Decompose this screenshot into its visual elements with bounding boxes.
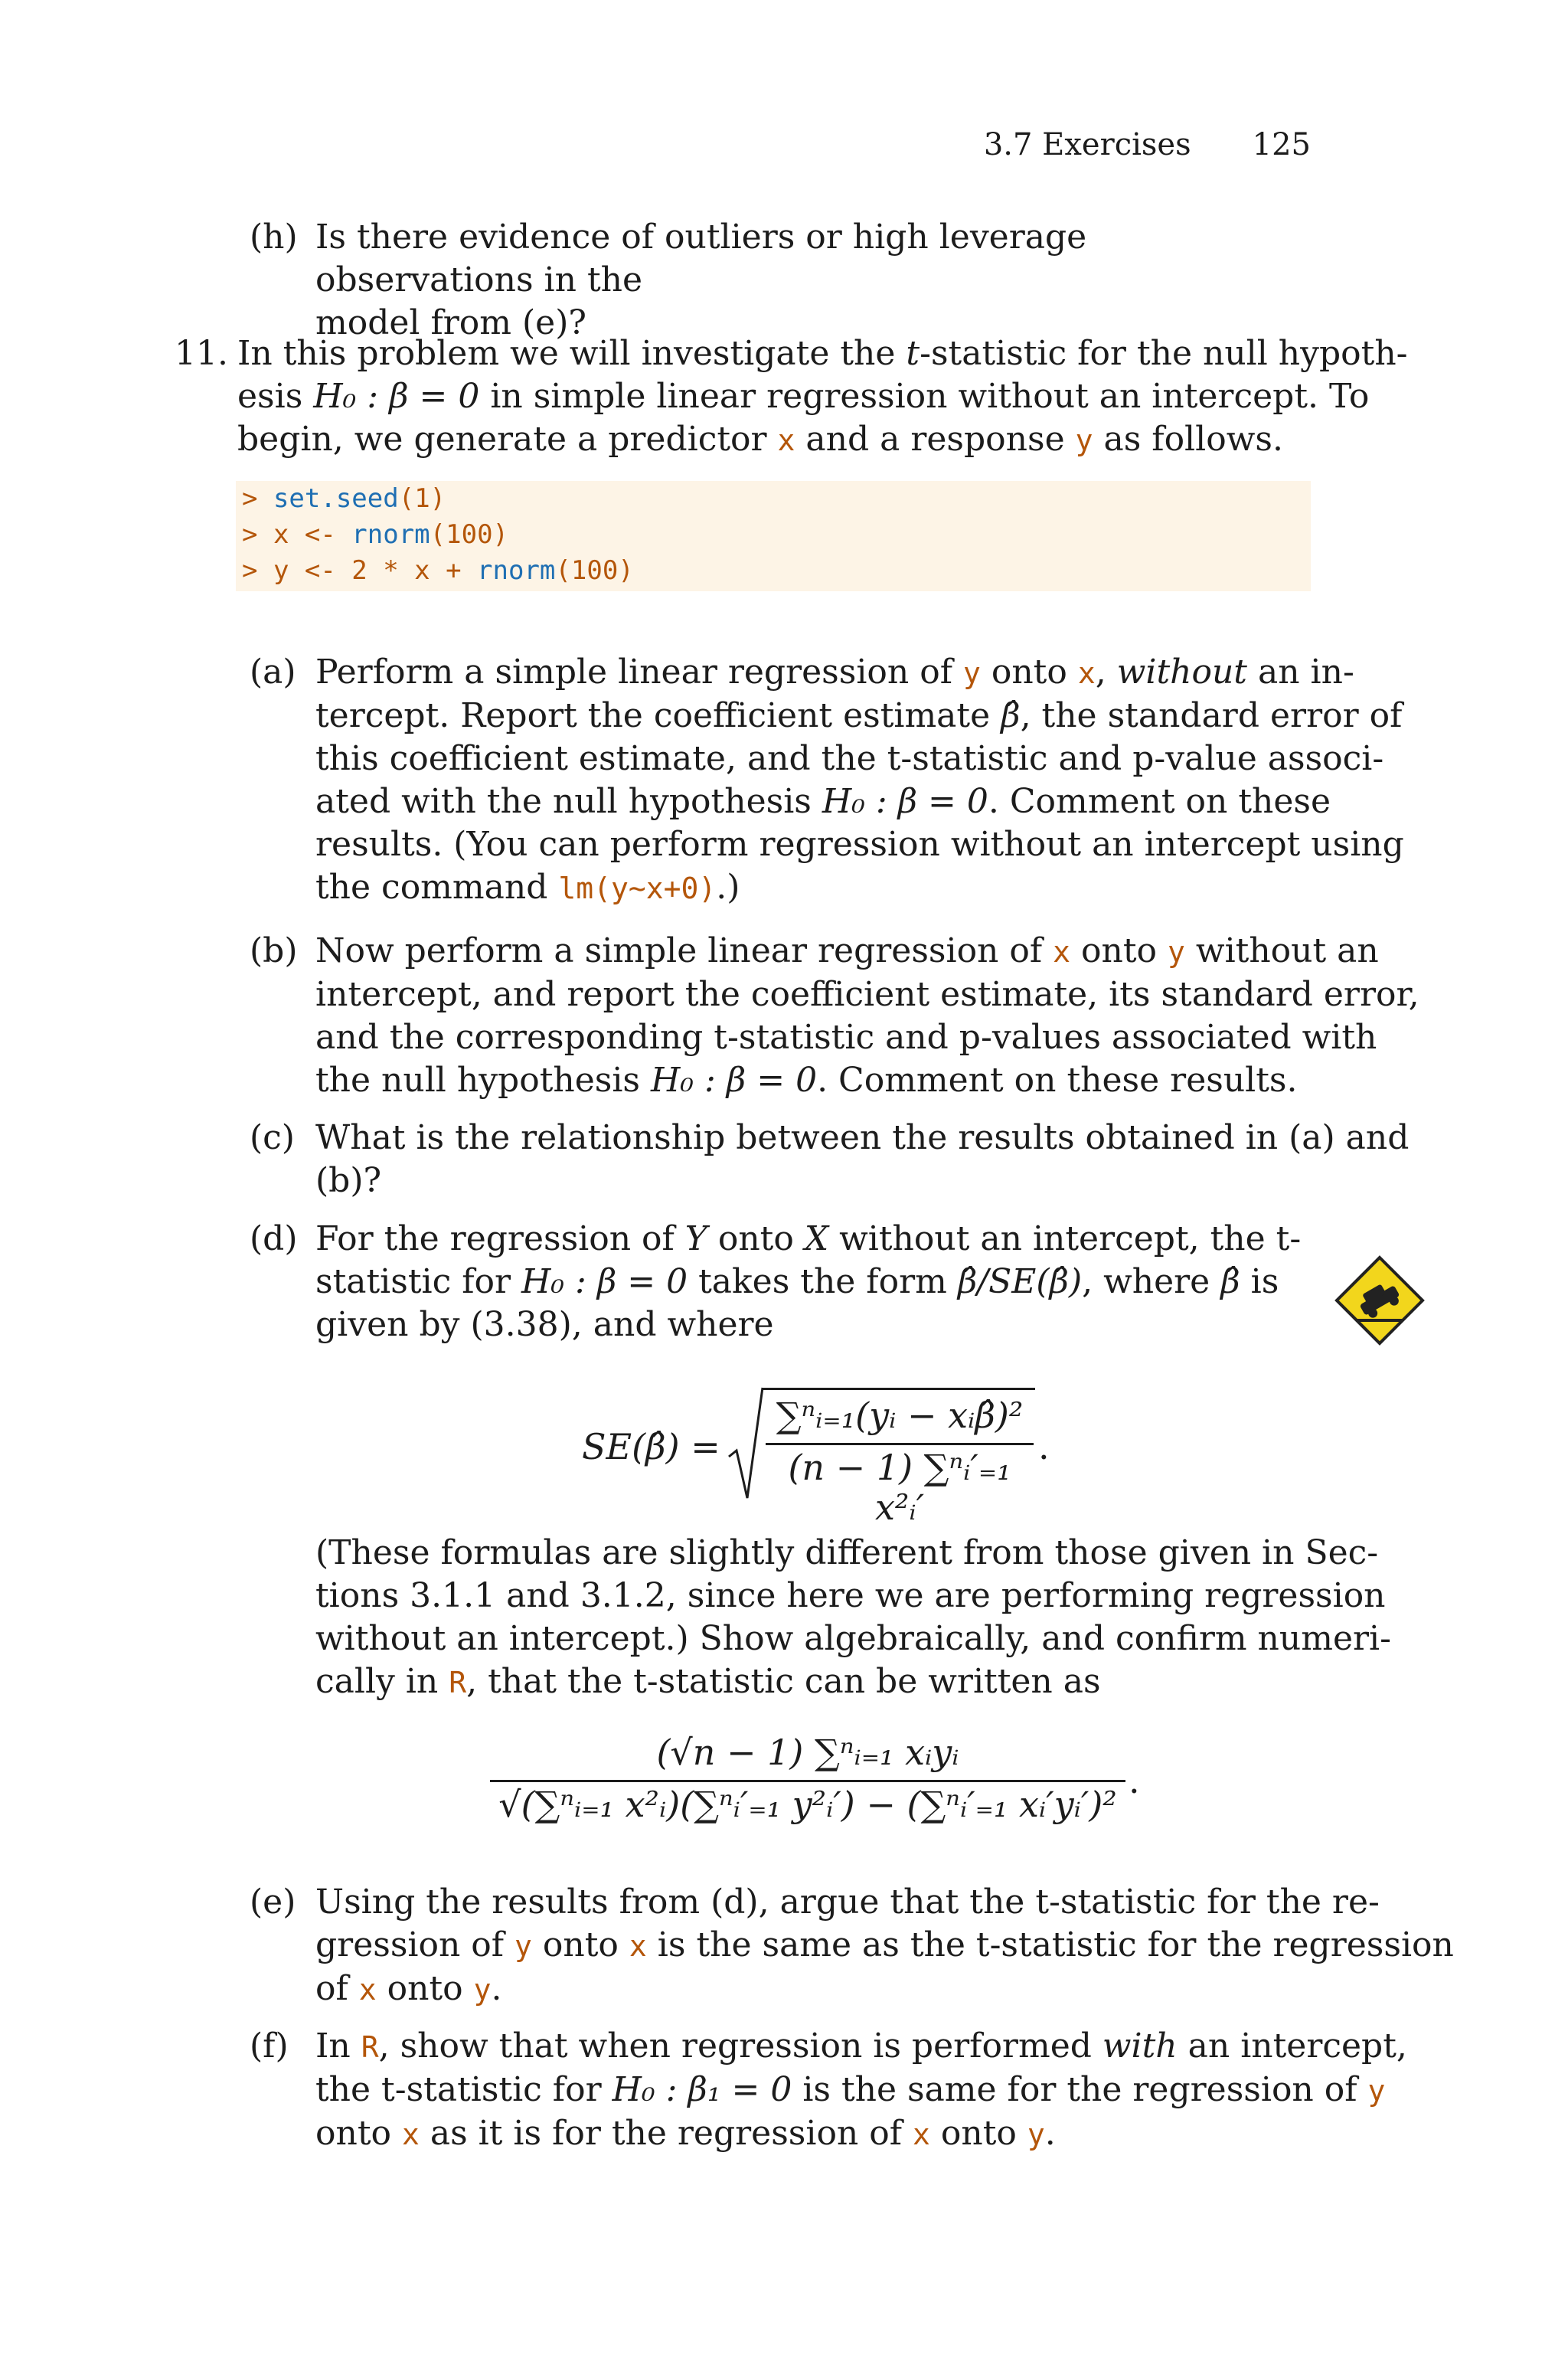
item-c-line1: What is the relationship between the results obtained in (a) and — [315, 1118, 1410, 1157]
section-title: 3.7 Exercises — [983, 127, 1191, 162]
item-e-line2: gression of y onto x is the same as the t-statistic for the regression — [315, 1925, 1454, 1964]
item-e-label: (e) — [250, 1882, 296, 1922]
eq1-numerator: ∑ⁿᵢ₌₁(yᵢ − xᵢβ̂)² — [776, 1395, 1024, 1436]
item-e-line1: Using the results from (d), argue that the t-statistic for the re- — [315, 1882, 1380, 1922]
item-b-line1: Now perform a simple linear regression of x onto y without an — [315, 931, 1379, 970]
item-h-text — [315, 216, 1311, 345]
eq1-sqrt-bar — [763, 1388, 1035, 1390]
item-d-line1: For the regression of Y onto X without an intercept, the t- — [315, 1219, 1302, 1258]
item-b-line2: intercept, and report the coefficient estimate, its standard error, — [315, 975, 1419, 1014]
eq1-period: . — [1038, 1426, 1050, 1467]
item-a-label: (a) — [250, 653, 296, 692]
item-d-p2-line4: cally in R, that the t-statistic can be written as — [315, 1662, 1101, 1701]
item-d-line3: given by (3.38), and where — [315, 1305, 774, 1344]
item-d-text — [315, 1218, 1318, 1346]
problem11-line1: In this problem we will investigate the t-statistic for the null hypoth- — [237, 334, 1408, 373]
eq2-denominator: √(∑ⁿᵢ₌₁ x²ᵢ)(∑ⁿᵢ′₌₁ y²ᵢ′) − (∑ⁿᵢ′₌₁ xᵢ′yᵢ′)² — [498, 1784, 1117, 1825]
code-line-2: > x <- rnorm(100) — [242, 519, 509, 550]
item-d-p2-line2: tions 3.1.1 and 3.1.2, since here we are performing regression — [315, 1576, 1386, 1615]
eq2-fraction-bar — [490, 1780, 1125, 1782]
code-line-3: > y <- 2 * x + rnorm(100) — [242, 555, 634, 586]
item-h-line2: model from (e)? — [315, 303, 586, 342]
item-d-label: (d) — [250, 1219, 298, 1258]
item-b-line3: and the corresponding t-statistic and p-values associated with — [315, 1018, 1377, 1057]
item-b-line4: the null hypothesis H₀ : β = 0. Comment on these results. — [315, 1061, 1298, 1100]
item-d-p2-line3: without an intercept.) Show algebraically, and confirm numeri- — [315, 1619, 1391, 1658]
item-a-line2: tercept. Report the coefficient estimate β̂, the standard error of — [315, 696, 1403, 735]
item-d-line2: statistic for H₀ : β = 0 takes the form β̂/SE(β̂), where β̂ is — [315, 1262, 1279, 1301]
item-c-text — [315, 1117, 1410, 1202]
item-e-text — [315, 1881, 1454, 2011]
item-h-line1: Is there evidence of outliers or high leverage observations in the — [315, 218, 1087, 299]
item-h-label: (h) — [250, 218, 298, 257]
item-a-line3: this coefficient estimate, and the t-statistic and p-value associ- — [315, 739, 1384, 778]
item-b-label: (b) — [250, 931, 298, 970]
item-a-line4: ated with the null hypothesis H₀ : β = 0. Comment on these — [315, 782, 1331, 821]
item-f-line1: In R, show that when regression is performed with an intercept, — [315, 2026, 1407, 2066]
eq2-period: . — [1129, 1760, 1140, 1801]
problem-number: 11. — [175, 334, 228, 373]
item-a-line6: the command lm(y∼x+0).) — [315, 868, 740, 907]
challenge-warning-icon — [1334, 1254, 1426, 1346]
eq2-numerator: (√n − 1) ∑ⁿᵢ₌₁ xᵢyᵢ — [656, 1732, 959, 1773]
problem11-text — [237, 332, 1408, 462]
item-d-paragraph2 — [315, 1532, 1391, 1704]
eq1-sqrt-sign — [727, 1386, 766, 1501]
item-e-line3: of x onto y. — [315, 1969, 502, 2008]
code-block — [236, 481, 1311, 591]
page-number: 125 — [1252, 127, 1311, 162]
item-f-line2: the t-statistic for H₀ : β₁ = 0 is the same for the regression of y — [315, 2070, 1386, 2109]
problem11-line3: begin, we generate a predictor x and a response y as follows. — [237, 420, 1283, 459]
item-f-label: (f) — [250, 2026, 289, 2066]
item-d-p2-line1: (These formulas are slightly different from those given in Sec- — [315, 1533, 1379, 1572]
eq1-denominator: (n − 1) ∑ⁿᵢ′₌₁ x²ᵢ′ — [788, 1447, 1011, 1528]
item-c-label: (c) — [250, 1118, 295, 1157]
item-c-line2: (b)? — [315, 1161, 382, 1200]
item-f-text — [315, 2025, 1407, 2156]
item-f-line3: onto x as it is for the regression of x onto y. — [315, 2114, 1056, 2153]
item-a-text — [315, 651, 1404, 910]
eq1-lhs: SE(β̂) = — [582, 1426, 720, 1467]
eq1-fraction-bar — [766, 1443, 1034, 1445]
running-header — [984, 127, 1311, 162]
item-b-text — [315, 930, 1419, 1102]
item-a-line1: Perform a simple linear regression of y onto x, without an in- — [315, 653, 1354, 692]
item-a-line5: results. (You can perform regression without an intercept using — [315, 825, 1404, 864]
code-line-1: > set.seed(1) — [242, 483, 446, 514]
problem11-line2: esis H₀ : β = 0 in simple linear regression without an intercept. To — [237, 377, 1370, 416]
